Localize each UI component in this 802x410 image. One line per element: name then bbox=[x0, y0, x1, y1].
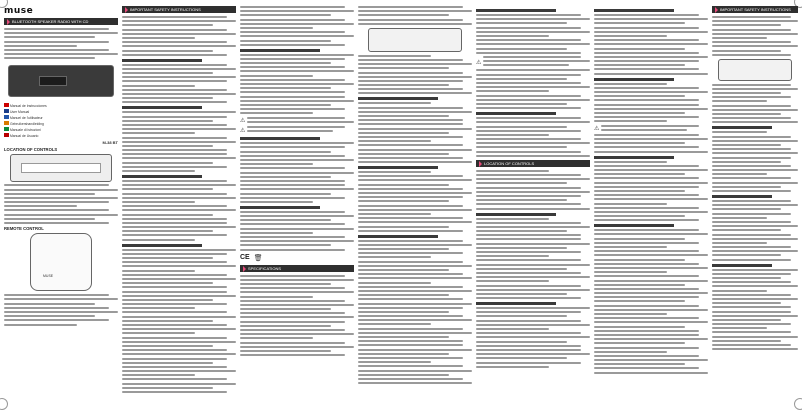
text-column-2 bbox=[122, 6, 236, 400]
location-controls-title: LOCATION OF CONTROLS bbox=[4, 147, 58, 153]
warning-triangle-icon: ⚠ bbox=[476, 59, 482, 66]
recycle-bin-icon: 🗑 bbox=[253, 254, 263, 262]
illustration-box bbox=[368, 28, 462, 52]
text-column-6 bbox=[594, 6, 708, 400]
warning-triangle-icon: ⚠ bbox=[240, 118, 246, 125]
cover-band: BLUETOOTH SPEAKER RADIO WITH CD bbox=[4, 18, 118, 25]
remote-label: MUSE bbox=[43, 274, 54, 279]
text-column-3 bbox=[240, 6, 354, 400]
section-band: IMPORTANT SAFETY INSTRUCTIONS bbox=[712, 6, 798, 13]
warning-triangle-icon: ⚠ bbox=[594, 126, 600, 133]
ce-mark-icon: CE bbox=[240, 254, 250, 262]
controls-diagram bbox=[10, 154, 112, 182]
section-band: IMPORTANT SAFETY INSTRUCTIONS bbox=[122, 6, 236, 13]
text-column-5 bbox=[476, 6, 590, 400]
illustration-box bbox=[718, 59, 792, 81]
remote-control-icon bbox=[30, 233, 92, 291]
section-band: LOCATION OF CONTROLS bbox=[476, 160, 590, 167]
brand-logo: muse bbox=[4, 6, 34, 16]
speaker-device-icon bbox=[8, 65, 114, 97]
text-column-7 bbox=[712, 6, 798, 400]
model-number: M-38 BT bbox=[102, 140, 118, 146]
text-column-4 bbox=[358, 6, 472, 400]
section-band: SPECIFICATIONS bbox=[240, 265, 354, 272]
remote-control-title: REMOTE CONTROL bbox=[4, 226, 44, 232]
warning-triangle-icon: ⚠ bbox=[240, 127, 246, 134]
language-list: Manual de Instrucciones User Manual Manuel de l'utilisateur Gebruikershandleiding Manuale di istruzioni Manual de Usuario bbox=[4, 103, 118, 139]
cover-column bbox=[4, 6, 118, 400]
arrow-icon bbox=[7, 19, 10, 25]
